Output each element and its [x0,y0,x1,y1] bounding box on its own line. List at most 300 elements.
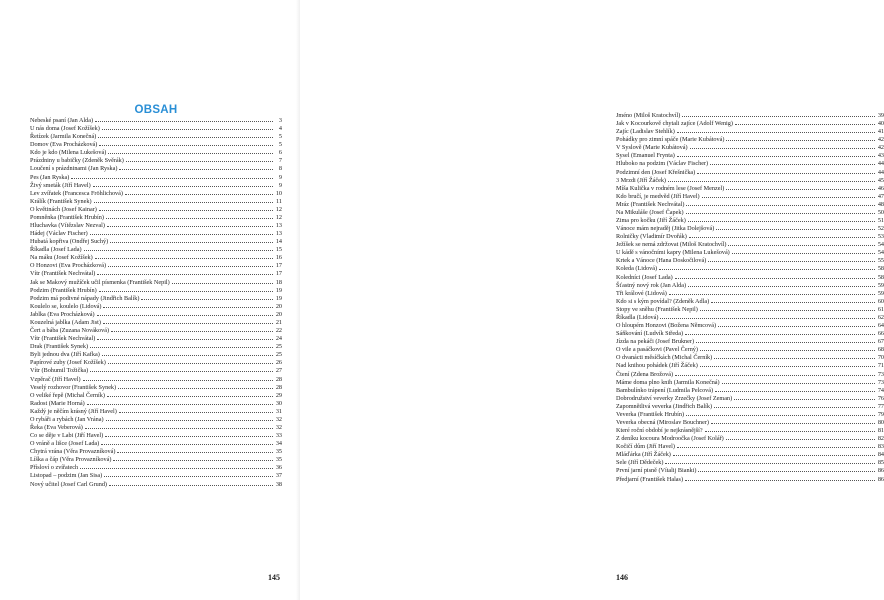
toc-entry [30,190,282,198]
toc-entry-title: Ježíšek se nemá zdržovat (Miloš Kratochvíl) [616,241,727,249]
toc-entry-title: Kdo je kdo (Milena Lukešová) [30,149,107,157]
toc-entry-title: Z deníku kocoura Modroočka (Josef Kolář) [616,435,724,443]
toc-dot-leader [97,315,273,316]
toc-entry-page: 36 [275,464,282,472]
toc-entry-page: 11 [276,197,282,205]
toc-dot-leader [688,286,875,287]
toc-entry [30,198,282,206]
toc-entry [616,112,884,120]
toc-entry-title: Sáňkování (Ludvík Středa) [616,330,684,338]
toc-entry-page: 83 [877,443,884,451]
toc-entry [30,222,282,230]
toc-entry [616,322,884,330]
toc-dot-leader [93,186,273,187]
toc-dot-leader [97,274,273,275]
toc-entry [30,270,282,278]
left-page [0,0,300,600]
toc-entry-title: Krtek a Vánoce (Hana Doskočilová) [616,257,707,265]
toc-dot-leader [685,480,875,481]
toc-dot-leader [711,423,875,424]
toc-dot-leader [85,428,273,429]
toc-dot-leader [715,391,875,392]
toc-entry [616,459,884,467]
toc-entry-page: 48 [877,200,884,208]
toc-dot-leader [99,291,273,292]
toc-dot-leader [708,261,875,262]
toc-dot-leader [673,455,875,456]
toc-entry-title: Radost (Marie Horná) [30,399,85,407]
toc-dot-leader [119,169,273,170]
toc-entry-title: Jak v Kocourkově chytali zajíce (Adolf Wenig) [616,120,733,128]
toc-entry-page: 81 [877,427,884,435]
toc-entry-title: Koledníci (Josef Lada) [616,273,673,281]
toc-entry [30,327,282,335]
toc-entry [30,303,282,311]
toc-entry-title: Králík (František Synek) [30,197,92,205]
toc-entry-title: Pohádky pro zimní spáče (Marie Kubátová) [616,136,725,144]
toc-entry [30,149,282,157]
toc-dot-leader [716,229,875,230]
toc-dot-leader [80,468,273,469]
toc-dot-leader [95,258,273,259]
toc-entry-title: Veverka (František Hrubín) [616,410,685,418]
toc-entry-title: Líška a čáp (Věra Provazníková) [30,456,112,464]
toc-dot-leader [686,205,875,206]
toc-dot-leader [84,250,273,251]
toc-entry [616,314,884,322]
toc-dot-leader [677,132,875,133]
toc-dot-leader [172,283,273,284]
toc-entry-title: Zajíc (Ladislav Stehlík) [616,128,675,136]
toc-entry [30,206,282,214]
toc-entry [30,400,282,408]
toc-entry [616,201,884,209]
toc-entry-page: 5 [278,141,282,149]
page-number-left: 145 [268,573,280,582]
toc-entry-title: Zapomnětlivá veverka (Jindřich Balík) [616,402,713,410]
toc-entry-title: Tři králové (Lidová) [616,289,667,297]
toc-dot-leader [90,234,273,235]
toc-entry [616,249,884,257]
toc-entry [30,376,282,384]
toc-entry [30,279,282,287]
toc-entry [30,157,282,165]
toc-entry-title: Živý smeták (Jiří Havel) [30,181,91,189]
toc-entry [616,403,884,411]
contents-list-left [30,117,282,489]
toc-entry-title: O hloupém Honzovi (Božena Němcová) [616,322,717,330]
toc-entry-page: 45 [877,176,884,184]
right-page [300,0,884,600]
toc-entry-page: 70 [877,354,884,362]
toc-entry [616,298,884,306]
toc-entry-page: 41 [877,128,884,136]
toc-entry-page: 42 [877,136,884,144]
toc-dot-leader [99,145,273,146]
toc-entry [30,319,282,327]
toc-entry-title: O dvanácti měsíčkách (Michal Černík) [616,354,713,362]
toc-entry [616,290,884,298]
toc-entry-title: Nový učitel (Josef Carl Grund) [30,480,107,488]
toc-dot-leader [83,380,273,381]
toc-entry-title: Prázdniny u babičky (Zdeněk Svěrák) [30,157,124,165]
toc-entry-title: Mráz (František Nechvátal) [616,200,685,208]
toc-entry-page: 79 [877,410,884,418]
toc-entry-title: Čert a bába (Zuzana Nováková) [30,327,110,335]
toc-entry-page: 46 [877,184,884,192]
toc-dot-leader [700,350,875,351]
toc-entry [30,472,282,480]
toc-entry [30,182,282,190]
toc-entry-page: 67 [877,338,884,346]
toc-entry [616,379,884,387]
toc-entry [616,362,884,370]
toc-entry-title: Mláďárka (Jiří Žáček) [616,451,671,459]
toc-dot-leader [696,342,875,343]
toc-dot-leader [107,396,273,397]
toc-entry-page: 29 [275,391,282,399]
toc-dot-leader [106,218,273,219]
toc-entry [616,282,884,290]
toc-entry-page: 59 [877,281,884,289]
toc-entry-page: 44 [877,160,884,168]
toc-entry [616,152,884,160]
toc-entry-title: Kočičí dům (Jiří Havel) [616,443,675,451]
toc-entry [30,125,282,133]
toc-entry-title: Lev zvířatek (Francesca Fröhlichová) [30,189,123,197]
toc-entry [30,392,282,400]
toc-entry-title: Kdo si s kým povídal? (Zdeněk Adla) [616,297,710,305]
toc-entry-page: 35 [275,448,282,456]
toc-entry-title: Veverka obecná (Miroslav Bouchner) [616,418,709,426]
toc-dot-leader [734,399,875,400]
toc-entry-page: 21 [275,318,282,326]
toc-dot-leader [675,375,875,376]
toc-entry-page: 85 [877,459,884,467]
toc-entry-page: 17 [275,262,282,270]
toc-entry-title: Čtení (Zdena Brožová) [616,370,674,378]
toc-entry-page: 86 [877,475,884,483]
toc-entry-page: 7 [278,157,282,165]
toc-dot-leader [71,178,273,179]
toc-entry [616,411,884,419]
toc-entry-page: 4 [278,125,282,133]
toc-entry-page: 13 [275,222,282,230]
toc-entry-title: Jak se Makový mužíček učil písmenka (František Nepil) [30,278,170,286]
toc-dot-leader [689,237,875,238]
toc-entry [30,117,282,125]
toc-dot-leader [102,129,273,130]
toc-entry-title: Řeka (Eva Veberová) [30,423,83,431]
toc-entry [30,408,282,416]
toc-entry-title: Na Mikuláše (Josef Čapek) [616,208,684,216]
toc-dot-leader [732,253,875,254]
toc-dot-leader [125,194,273,195]
toc-dot-leader [665,463,875,464]
toc-entry-page: 66 [877,330,884,338]
page-number-right: 146 [616,573,628,582]
toc-entry-page: 17 [275,270,282,278]
toc-dot-leader [94,202,273,203]
toc-entry-page: 28 [275,375,282,383]
toc-entry [616,427,884,435]
toc-entry-page: 62 [877,313,884,321]
toc-entry-page: 30 [275,399,282,407]
toc-entry-page: 28 [275,383,282,391]
toc-entry-page: 34 [275,440,282,448]
toc-dot-leader [722,383,875,384]
toc-entry-title: Vítr (Bohumil Tožička) [30,367,89,375]
toc-entry-title: Hádej (Václav Fischer) [30,230,88,238]
toc-entry [616,265,884,273]
toc-dot-leader [710,164,875,165]
toc-dot-leader [677,156,875,157]
toc-entry-title: Máme doma plno knih (Jarmila Konečná) [616,378,720,386]
toc-entry [30,448,282,456]
toc-entry-title: Hubatá kopřiva (Ondřej Suchý) [30,238,109,246]
toc-entry-title: O rybáři a rybách (Jan Vrána) [30,415,104,423]
toc-entry-title: U kádě s vánočními kapry (Milena Lukešová) [616,249,730,257]
toc-dot-leader [726,140,875,141]
toc-entry-title: O Honzovi (Eva Procházková) [30,262,107,270]
toc-entry-title: Vítr (František Nechvátal) [30,335,96,343]
toc-entry-title: Předjarní (František Halas) [616,475,684,483]
toc-entry [30,254,282,262]
toc-entry [616,169,884,177]
toc-entry-page: 38 [275,480,282,488]
toc-entry [30,343,282,351]
toc-dot-leader [700,310,875,311]
toc-entry-page: 55 [877,257,884,265]
toc-entry [616,120,884,128]
toc-entry-page: 61 [877,305,884,313]
toc-dot-leader [109,485,273,486]
toc-entry [616,395,884,403]
toc-dot-leader [697,173,875,174]
toc-entry [30,287,282,295]
toc-entry-page: 9 [278,181,282,189]
toc-entry-page: 5 [278,133,282,141]
toc-dot-leader [675,278,875,279]
toc-entry-title: Hluchavka (Vítězslav Nezval) [30,222,105,230]
toc-entry-title: Jméno (Miloš Kratochvíl) [616,112,681,119]
toc-dot-leader [103,307,273,308]
toc-entry [616,185,884,193]
toc-entry-title: Sele (Jiří Dědeček) [616,459,664,467]
toc-entry [30,456,282,464]
toc-dot-leader [118,388,273,389]
toc-entry-page: 9 [278,173,282,181]
toc-entry-page: 71 [877,362,884,370]
toc-entry-page: 3 [278,117,282,124]
toc-entry-page: 8 [278,165,282,173]
toc-dot-leader [111,331,273,332]
toc-entry-page: 6 [278,149,282,157]
toc-entry-page: 18 [275,278,282,286]
toc-entry-page: 73 [877,370,884,378]
toc-dot-leader [688,221,875,222]
toc-dot-leader [685,334,875,335]
toc-entry [616,330,884,338]
toc-dot-leader [108,153,273,154]
toc-entry-title: Míša Kulička v rodném lese (Josef Menzel) [616,184,725,192]
contents-heading: OBSAH [134,104,178,116]
toc-dot-leader [108,363,273,364]
toc-dot-leader [668,181,875,182]
toc-entry-page: 32 [275,415,282,423]
toc-entry [616,274,884,282]
toc-entry-page: 10 [275,189,282,197]
toc-entry-page: 12 [275,213,282,221]
toc-entry-title: Co se děje v Labi (Jiří Havel) [30,432,104,440]
toc-entry [30,335,282,343]
toc-entry [616,419,884,427]
toc-entry [30,141,282,149]
toc-entry-title: Loučení s prázdninami (Jan Ryska) [30,165,118,173]
toc-entry [616,209,884,217]
toc-dot-leader [104,476,273,477]
toc-entry-title: První jarní pisně (Vítalij Bianki) [616,467,697,475]
toc-entry-page: 42 [877,144,884,152]
toc-dot-leader [87,404,273,405]
toc-entry-title: Říkadla (Lidová) [616,313,659,321]
toc-entry-title: Vítr (František Nechvátal) [30,270,96,278]
toc-entry [616,233,884,241]
toc-entry [616,177,884,185]
toc-entry-title: Jablka (Eva Procházková) [30,310,95,318]
toc-entry-page: 84 [877,451,884,459]
toc-dot-leader [119,412,273,413]
toc-dot-leader [690,148,875,149]
toc-entry-page: 53 [877,233,884,241]
toc-dot-leader [97,339,273,340]
toc-dot-leader [659,269,875,270]
toc-dot-leader [95,121,273,122]
toc-dot-leader [117,452,273,453]
toc-entry-page: 13 [275,230,282,238]
toc-entry-title: Jízda na pekáči (Josef Brukner) [616,338,694,346]
toc-entry-title: 3 Mrzdi (Jiří Žáček) [616,176,666,184]
toc-dot-leader [698,471,875,472]
toc-entry [30,464,282,472]
toc-entry-title: Které roční období je nejkrásnější? [616,427,703,435]
toc-entry-page: 58 [877,273,884,281]
toc-entry [616,193,884,201]
toc-entry [30,246,282,254]
toc-entry-page: 47 [877,192,884,200]
toc-entry-title: Podzimní den (Josef Křešnička) [616,168,696,176]
toc-dot-leader [90,371,273,372]
toc-entry-title: V Syslově (Marie Kubátová) [616,144,688,152]
toc-entry-title: Chytrá vrána (Věra Provazníková) [30,448,116,456]
contents-list-right [616,112,884,484]
toc-dot-leader [108,266,273,267]
toc-dot-leader [686,415,875,416]
toc-entry-title: Papírové zuby (Josef Kožíšek) [30,359,106,367]
toc-dot-leader [107,226,273,227]
toc-entry-page: 35 [275,456,282,464]
toc-dot-leader [669,294,875,295]
toc-entry [30,311,282,319]
toc-dot-leader [126,161,273,162]
toc-entry [616,144,884,152]
toc-entry-page: 25 [275,351,282,359]
toc-entry-page: 64 [877,322,884,330]
toc-dot-leader [141,299,273,300]
toc-entry-title: Nad knihou pohádek (Jiří Žáček) [616,362,698,370]
toc-entry-page: 16 [275,254,282,262]
toc-entry-page: 20 [275,302,282,310]
toc-entry [30,440,282,448]
toc-dot-leader [686,213,875,214]
toc-entry-page: 27 [275,367,282,375]
toc-dot-leader [103,323,273,324]
toc-dot-leader [101,444,273,445]
toc-dot-leader [718,326,875,327]
toc-entry-page: 68 [877,346,884,354]
toc-entry-page: 14 [275,238,282,246]
toc-dot-leader [105,436,273,437]
toc-entry-title: Vánoce mám nejraděj (Jitka Dolejšová) [616,225,715,233]
toc-entry-page: 24 [275,335,282,343]
toc-entry [616,136,884,144]
toc-entry-title: Každý je něčím krásný (Jiří Havel) [30,407,117,415]
toc-entry [616,128,884,136]
toc-entry-page: 82 [877,435,884,443]
toc-dot-leader [682,116,875,117]
toc-entry-title: Byli jednou dva (Jiří Kafka) [30,351,100,359]
toc-dot-leader [677,447,875,448]
toc-entry-page: 12 [275,205,282,213]
toc-entry [616,225,884,233]
toc-entry-title: O vráně a lišce (Josef Lada) [30,440,100,448]
toc-entry-title: Řetízek (Jarmila Konečná) [30,133,97,141]
toc-entry-title: Pomněnka (František Hrubín) [30,213,104,221]
toc-entry-title: Zima pro kočku (Jiří Žáček) [616,217,686,225]
toc-entry-title: Bambulínko trápení (Ludmila Pelcová) [616,386,714,394]
toc-entry [616,435,884,443]
toc-entry [616,476,884,484]
toc-entry [30,384,282,392]
toc-entry [616,451,884,459]
toc-entry-title: Hluboko na podzim (Václav Fischer) [616,160,709,168]
toc-dot-leader [702,197,875,198]
toc-entry [30,165,282,173]
toc-entry [616,217,884,225]
toc-entry [616,306,884,314]
toc-entry [30,424,282,432]
toc-entry-page: 40 [877,120,884,128]
toc-entry-title: Rolničky (Vladimír Dvořák) [616,233,687,241]
toc-entry-title: Říkadla (Josef Lada) [30,246,82,254]
toc-entry-title: U nás doma (Josef Kožíšek) [30,125,100,133]
toc-dot-leader [728,245,875,246]
toc-entry-title: Vzpěrač (Jiří Havel) [30,375,81,383]
toc-entry-page: 54 [877,241,884,249]
toc-entry-title: Listopad – podzim (Jan Sisa) [30,472,103,480]
toc-entry-page: 44 [877,168,884,176]
toc-dot-leader [714,358,875,359]
toc-entry-title: O vile a pasáčkovi (Pavel Černý) [616,346,698,354]
toc-entry [30,174,282,182]
toc-entry [30,262,282,270]
toc-entry [30,367,282,375]
toc-entry-title: Stopy ve sněhu (František Nepil) [616,305,698,313]
toc-entry-page: 77 [877,402,884,410]
toc-dot-leader [113,460,273,461]
toc-entry-title: Nebeské psaní (Jan Alda) [30,117,94,124]
toc-entry-page: 76 [877,394,884,402]
